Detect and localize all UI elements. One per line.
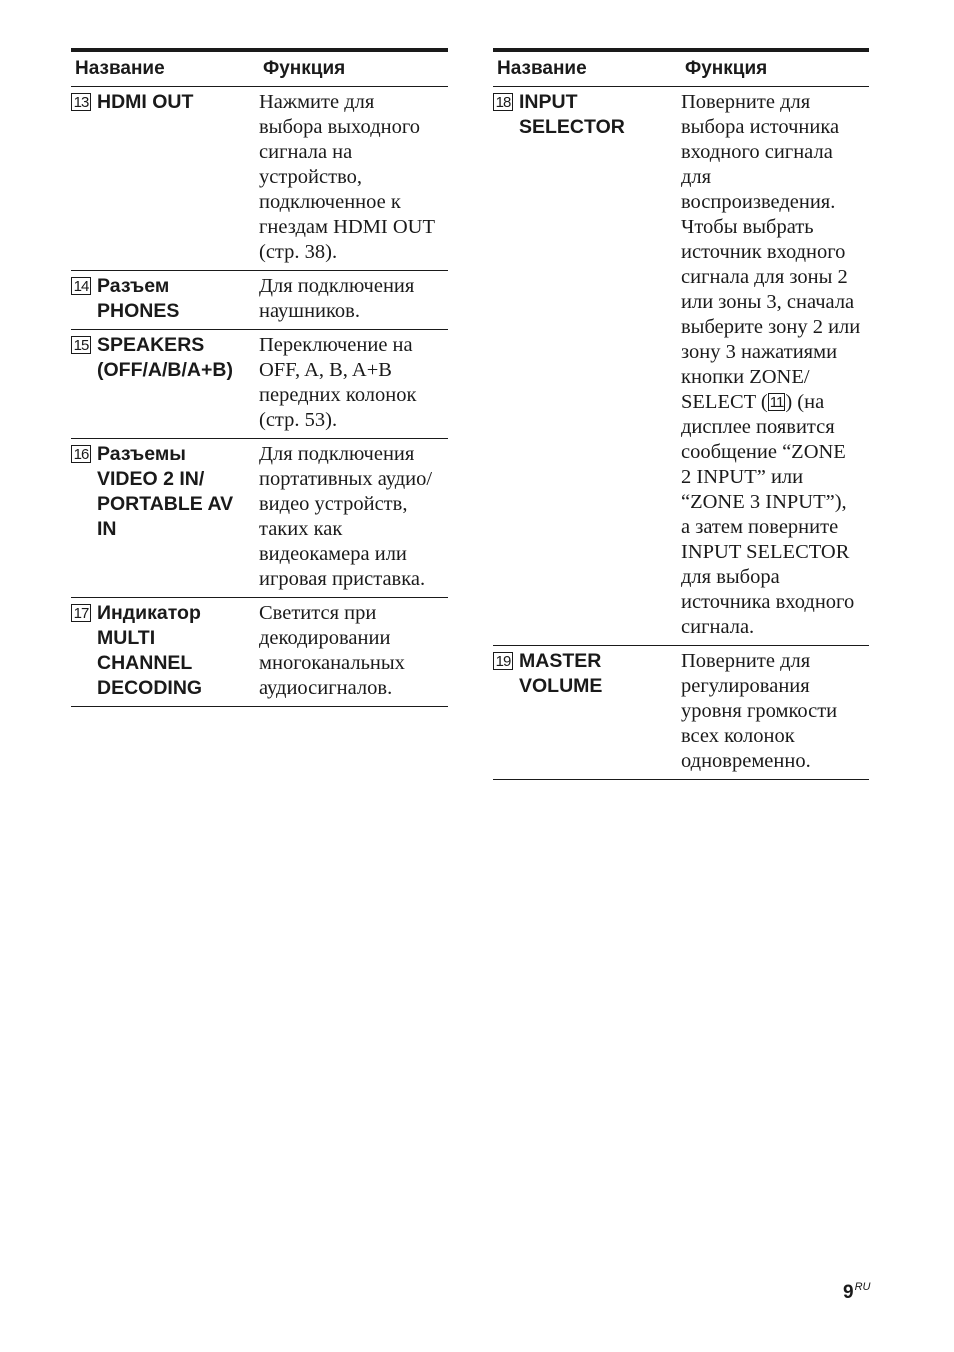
inline-callout-number: 11 (769, 394, 784, 411)
part-function: Переключение на OFF, A, B, A+B передних колонок (стр. 53). (259, 334, 417, 431)
column-header-function: Функция (263, 58, 346, 79)
part-name (71, 274, 259, 324)
part-function: Светится при декодировании многоканальных аудиосигналов. (259, 602, 405, 699)
right-parts-table (493, 48, 869, 780)
part-function (681, 87, 869, 646)
part-name-text: Индикатор MULTI CHANNEL DECODING (97, 602, 203, 699)
table-row (71, 439, 448, 598)
table-header-row (71, 50, 448, 87)
table-row (71, 330, 448, 439)
function-text-after: ) (на дисплее появится сообщение “ZONE 2 INPUT” или “ZONE 3 INPUT”), а затем поверните INPUT SELECTOR для выбора источника входного сигнала. (681, 391, 855, 638)
callout-number: 18 (493, 93, 513, 111)
function-text-before: Поверните для выбора источника входного сигнала для воспроизведения. Чтобы выбрать источник входного сигнала для зоны 2 или зоны 3, сначала выберите зону 2 или зону 3 нажатиями кнопки ZONE/ SELECT ( (681, 91, 861, 413)
table-row (71, 87, 448, 271)
part-name (71, 333, 259, 383)
part-name-text: HDMI OUT (97, 91, 194, 113)
column-header-function: Функция (685, 58, 768, 79)
callout-number: 15 (71, 336, 91, 354)
part-name (493, 649, 681, 699)
part-name-text: Разъем PHONES (97, 275, 180, 322)
part-function: Поверните для регулирования уровня громкости всех колонок одновременно. (681, 650, 838, 772)
part-function: Нажмите для выбора выходного сигнала на устройство, подключенное к гнездам HDMI OUT (стр. 38). (259, 91, 436, 263)
page-number-value: 9 (843, 1282, 854, 1303)
table-row (493, 87, 869, 646)
column-header-name: Название (75, 58, 165, 79)
callout-number: 13 (71, 93, 91, 111)
callout-number: 17 (71, 604, 91, 622)
table-row (71, 598, 448, 707)
part-name (71, 90, 259, 115)
part-name (71, 601, 259, 701)
left-parts-table (71, 48, 448, 707)
part-name (71, 442, 259, 542)
table-row (493, 646, 869, 780)
callout-number: 19 (493, 652, 513, 670)
part-name (493, 90, 681, 140)
language-suffix: RU (854, 1281, 871, 1293)
callout-number: 14 (71, 277, 91, 295)
part-name-text: INPUT SELECTOR (519, 91, 625, 138)
part-name-text: MASTER VOLUME (519, 650, 603, 697)
part-function: Для подключения наушников. (259, 275, 415, 322)
part-name-text: SPEAKERS (OFF/A/B/A+B) (97, 334, 233, 381)
page-number (843, 1281, 870, 1304)
table-row (71, 271, 448, 330)
column-header-name: Название (497, 58, 587, 79)
table-header-row (493, 50, 869, 87)
callout-number: 16 (71, 445, 91, 463)
part-function: Для подключения портативных аудио/ видео устройств, таких как видеокамера или игровая приставка. (259, 443, 433, 590)
part-name-text: Разъемы VIDEO 2 IN/ PORTABLE AV IN (97, 443, 234, 540)
